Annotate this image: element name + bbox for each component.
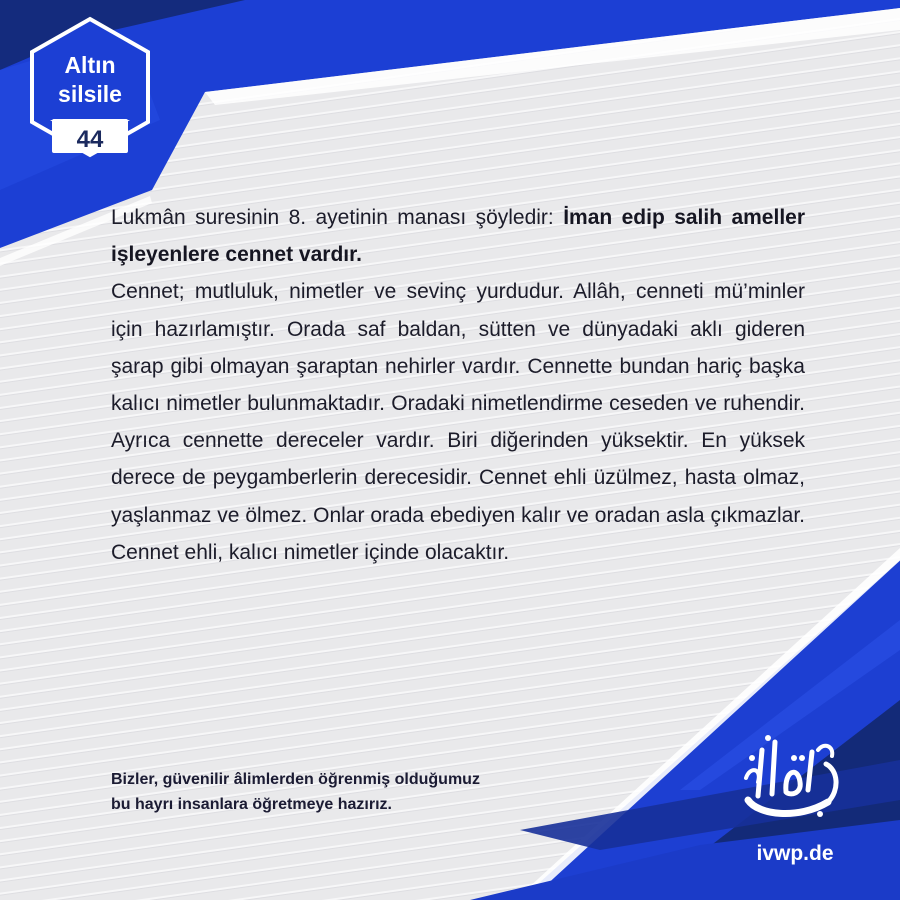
website-label: ivwp.de xyxy=(756,842,834,865)
verse-meaning: İman edip salih ameller işleyenlere cennet vardır. xyxy=(111,206,806,267)
footer-line1: Bizler, güvenilir âlimlerden öğrenmiş olduğumuz xyxy=(111,771,480,788)
calligraphy-logo-icon xyxy=(728,730,852,830)
intro-paragraph xyxy=(111,199,805,273)
badge-title-line1: Altın xyxy=(64,52,116,78)
footer-slogan xyxy=(111,767,581,817)
badge-title-line2: silsile xyxy=(58,81,122,107)
footer-line2: bu hayrı insanlara öğretmeye hazırız. xyxy=(111,796,392,813)
intro-text: Lukmân suresinin 8. ayetinin manası şöyledir: xyxy=(111,206,564,229)
badge-number: 44 xyxy=(76,126,104,153)
main-text xyxy=(111,199,805,571)
body-paragraph: Cennet; mutluluk, nimetler ve sevinç yurdudur. Allâh, cenneti mü’minler için hazırlamıştır. Orada saf baldan, sütten ve dünyadaki aklı gideren şarap gibi olmayan şaraptan nehirler vardır. Cennette bundan hariç başka kalıcı nimetler bulunmaktadır. Oradaki nimetlendirme ceseden ve ruhendir. Ayrıca cennette dereceler vardır. Biri diğerinden yüksektir. En yüksek derece de peygamberlerin derecesidir. Cennet ehli üzülmez, hasta olmaz, yaşlanmaz ve ölmez. Onlar orada ebediyen kalır ve oradan asla çıkmazlar. Cennet ehli, kalıcı nimetler içinde olacaktır. xyxy=(111,280,805,564)
series-badge xyxy=(28,16,152,158)
